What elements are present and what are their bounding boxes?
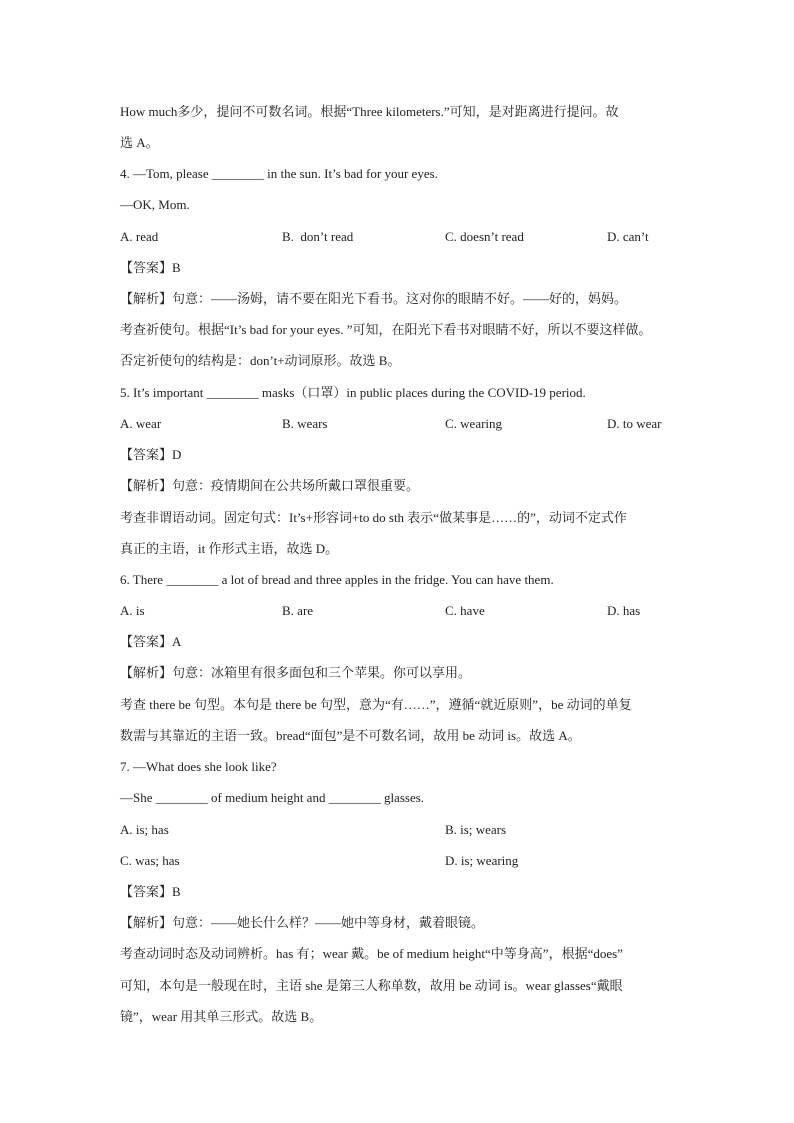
explanation-line: 【解析】句意：冰箱里有很多面包和三个苹果。你可以享用。: [120, 665, 472, 680]
question-6-stem: 6. There ________ a lot of bread and three apples in the fridge. You can have them.: [120, 572, 554, 587]
q7-option-c: C. was; has: [120, 853, 180, 868]
q7-option-b: B. is; wears: [445, 822, 507, 837]
explanation-line: 【解析】句意：——汤姆，请不要在阳光下看书。这对你的眼睛不好。——好的，妈妈。: [120, 291, 628, 306]
question-7-reply: —She ________ of medium height and ________ glasses.: [120, 790, 425, 805]
question-5-stem: 5. It’s important ________ masks（口罩）in public places during the COVID-19 period.: [120, 385, 586, 400]
q7-option-a: A. is; has: [120, 822, 169, 837]
explanation-line: 考查非谓语动词。固定句式：It’s+形容词+to do sth 表示“做某事是……的”，动词不定式作: [120, 510, 627, 525]
answer-label: 【答案】D: [120, 447, 182, 462]
question-4-reply: —OK, Mom.: [120, 197, 190, 212]
q5-option-c: C. wearing: [445, 416, 503, 431]
q4-option-a: A. read: [120, 229, 159, 244]
explanation-line: 【解析】句意：——她长什么样？——她中等身材，戴着眼镜。: [120, 915, 485, 930]
q4-option-d: D. can’t: [607, 229, 649, 244]
q5-option-a: A. wear: [120, 416, 162, 431]
q5-option-b: B. wears: [282, 416, 328, 431]
explanation-line: 镜”，wear 用其单三形式。故选 B。: [120, 1009, 323, 1024]
answer-label: 【答案】B: [120, 260, 181, 275]
q4-option-c: C. doesn’t read: [445, 229, 524, 244]
explanation-line: 考查祈使句。根据“It’s bad for your eyes. ”可知，在阳光下看书对眼睛不好，所以不要这样做。: [120, 322, 652, 337]
q6-option-a: A. is: [120, 603, 145, 618]
q7-option-d: D. is; wearing: [445, 853, 519, 868]
q6-option-d: D. has: [607, 603, 641, 618]
question-7-stem: 7. —What does she look like?: [120, 759, 277, 774]
explanation-line: 真正的主语，it 作形式主语，故选 D。: [120, 541, 339, 556]
explanation-line: 可知，本句是一般现在时，主语 she 是第三人称单数，故用 be 动词 is。wear glasses“戴眼: [120, 978, 623, 993]
q6-option-b: B. are: [282, 603, 314, 618]
q5-option-d: D. to wear: [607, 416, 662, 431]
explanation-line: 选 A。: [120, 135, 159, 150]
q4-option-b: B. don’t read: [282, 229, 354, 244]
explanation-line: 考查 there be 句型。本句是 there be 句型，意为“有……”，遵循“就近原则”，be 动词的单复: [120, 697, 632, 712]
q6-option-c: C. have: [445, 603, 485, 618]
explanation-line: 数需与其靠近的主语一致。bread“面包”是不可数名词，故用 be 动词 is。故选 A。: [120, 728, 581, 743]
explanation-line: 考查动词时态及动词辨析。has 有；wear 戴。be of medium height“中等身高”，根据“does”: [120, 946, 623, 961]
explanation-line: How much多少，提问不可数名词。根据“Three kilometers.”可知，是对距离进行提问。故: [120, 104, 619, 119]
question-4-stem: 4. —Tom, please ________ in the sun. It’s bad for your eyes.: [120, 166, 438, 181]
answer-label: 【答案】B: [120, 884, 181, 899]
explanation-line: 否定祈使句的结构是：don’t+动词原形。故选 B。: [120, 353, 401, 368]
explanation-line: 【解析】句意：疫情期间在公共场所戴口罩很重要。: [120, 478, 420, 493]
answer-label: 【答案】A: [120, 634, 182, 649]
